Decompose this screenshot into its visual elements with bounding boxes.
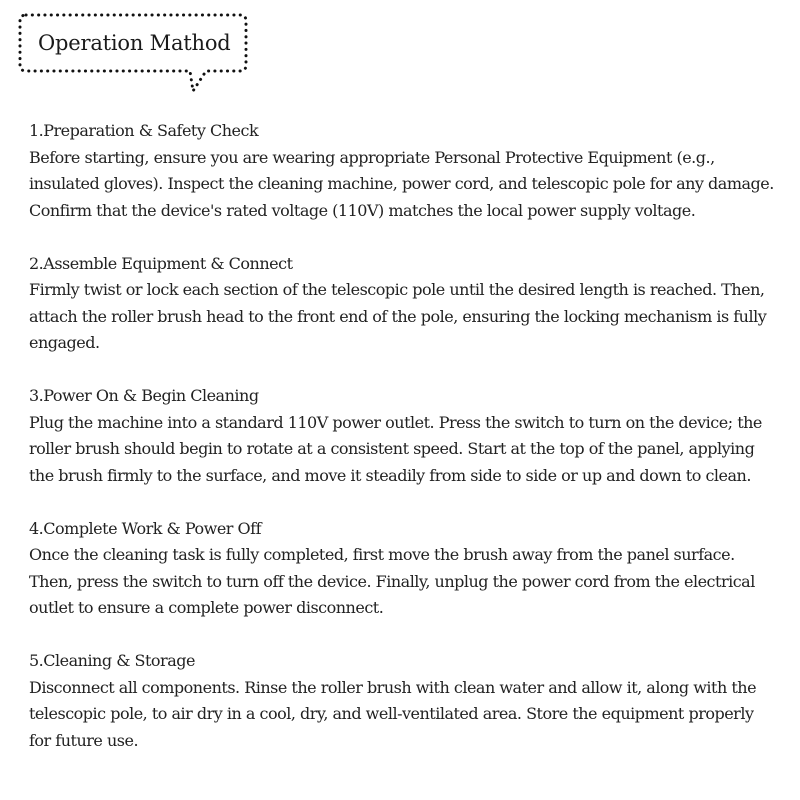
section-body: Before starting, ensure you are wearing appropriate Personal Protective Equipment (e.g., insulated gloves). Inspect the cleaning machine, power cord, and telescopic pole for any damage. Confirm that the device's rated voltage (110V) matches the local power supply voltage.: [29, 147, 774, 220]
section-heading: 2.Assemble Equipment & Connect: [29, 253, 293, 273]
section-power-off: [29, 516, 774, 622]
instructions-content: [29, 118, 774, 781]
section-body: Firmly twist or lock each section of the telescopic pole until the desired length is reached. Then, attach the roller brush head to the front end of the pole, ensuring the locking mechanism is fully engaged.: [29, 280, 767, 352]
section-body: Once the cleaning task is fully completed, first move the brush away from the panel surface. Then, press the switch to turn off the device. Finally, unplug the power cord from the electrical outlet to ensure a complete power disconnect.: [29, 545, 755, 617]
section-storage: [29, 648, 774, 754]
section-body: Disconnect all components. Rinse the roller brush with clean water and allow it, along with the telescopic pole, to air dry in a cool, dry, and well-ventilated area. Store the equipment properly for future use.: [29, 677, 757, 750]
section-assemble: [29, 251, 774, 357]
section-heading: 3.Power On & Begin Cleaning: [29, 386, 259, 405]
section-heading: 4.Complete Work & Power Off: [29, 518, 261, 538]
section-body: Plug the machine into a standard 110V power outlet. Press the switch to turn on the device; the roller brush should begin to rotate at a consistent speed. Start at the top of the panel, applying the brush firmly to the surface, and move it steadily from side to side or up and down to clean.: [29, 412, 762, 485]
title-speech-bubble: [18, 12, 248, 102]
section-heading: 5.Cleaning & Storage: [29, 651, 195, 670]
section-preparation: [29, 118, 774, 224]
speech-bubble-outline: [18, 12, 248, 102]
page-title: Operation Mathod: [38, 31, 231, 55]
section-heading: 1.Preparation & Safety Check: [29, 121, 259, 140]
section-power-on: [29, 383, 774, 489]
